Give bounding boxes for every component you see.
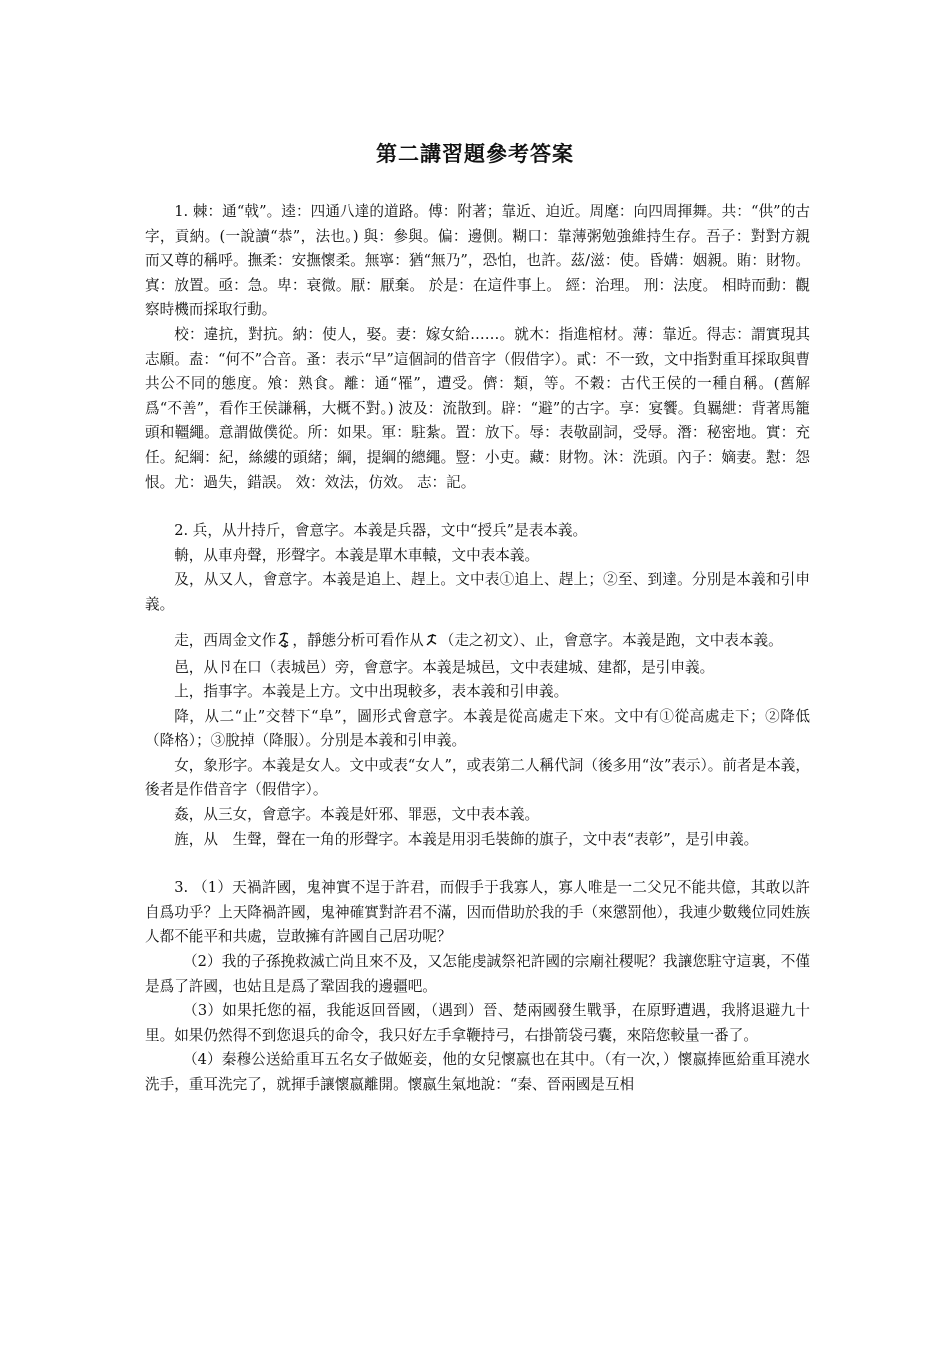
answer-1-paragraph-1: 1. 棘：通“戟”。逵：四通八達的道路。傅：附著；靠近、迫近。周麾：向四周揮舞。共：“供”的古字，貢納。(一說讀“恭”，法也。) 與：參與。偏：邊側。糊口：靠薄粥勉強維持生存。吾子：對對方親而又尊的稱呼。撫柔：安撫懷柔。無寧：猶“無乃”，恐怕，也許。茲/滋：使。昏媾：姻親。賄：財物。寘：放置。亟：急。卑：衰微。厭：厭棄。 於是：在這件事上。 經：治理。 刑：法度。 相時而動：觀察時機而採取行動。 (145, 203, 810, 319)
bronze-zou-glyph-icon (276, 629, 292, 649)
zou-text-c: （走之初文）、止，會意字。本義是跑，文中表本義。 (439, 631, 783, 649)
answer-2-jiang: 降，从二“止”交替下“阜”，圖形式會意字。本義是從高處走下來。文中有①從高處走下；②降低（降格）；③脫掉（降服）。分別是本義和引申義。 (145, 707, 810, 750)
answer-2-zhou: 輈，从車舟聲，形聲字。本義是單木車轅，文中表本義。 (174, 546, 540, 564)
document-body (145, 200, 810, 1098)
section-gap (145, 852, 810, 876)
zou-text-a: 走，西周金文作 (174, 631, 277, 649)
answer-1-paragraph-2: 校：違抗，對抗。納：使人，娶。妻：嫁女給……。就木：指進棺材。薄：靠近。得志：謂實現其志願。盍：“何不”合音。蚤：表示“早”這個詞的借音字（假借字）。貳：不一致，文中指對重耳採取與曹共公不同的態度。飧：熟食。離：通“罹”，遭受。儕：類，等。不穀：古代王侯的一種自稱。(舊解爲“不善”，看作王侯謙稱，大概不對。) 波及：流散到。辟：“避”的古字。享：宴饗。負羈紲：背著馬籠頭和韁繩。意謂做僕從。所：如果。軍：駐紮。置：放下。辱：表敬副詞，受辱。潛：秘密地。實：充任。紀綱：紀，絲縷的頭緒；綱，提綱的總繩。豎：小吏。藏：財物。沐：洗頭。內子：嫡妻。懟：怨恨。尤：過失，錯誤。 效：效法，仿效。 志：記。 (145, 325, 810, 491)
answer-2-nv: 女，象形字。本義是女人。文中或表“女人”，或表第二人稱代詞（後多用“汝”表示）。前者是本義，後者是作借音字（假借字）。 (145, 756, 810, 799)
answer-2-shang: 上，指事字。本義是上方。文中出現較多，表本義和引申義。 (174, 683, 569, 701)
answer-3-part-1: 3. （1）天禍許國，鬼神實不逞于許君，而假手于我寡人，寡人唯是一二父兄不能共億，其敢以許自爲功乎？上天降禍許國，鬼神確實對許君不滿，因而借助於我的手（來懲罰他），我連少數幾位同姓族人都不能平和共處，豈敢擁有許國自己居功呢？ (145, 879, 810, 946)
section-gap (145, 495, 810, 519)
answer-3-part-2: （2）我的子孫挽救滅亡尚且來不及，又怎能虔誠祭祀許國的宗廟社稷呢？我讓您駐守這裏，不僅是爲了許國，也姑且是爲了鞏固我的邊疆吧。 (145, 953, 810, 995)
answer-2-bing: 2. 兵，从廾持斤，會意字。本義是兵器，文中“授兵”是表本義。 (174, 522, 588, 540)
answer-3-part-4: （4）秦穆公送給重耳五名女子做姬妾，他的女兒懷嬴也在其中。（有一次，）懷嬴捧匜給重耳澆水洗手，重耳洗完了，就揮手讓懷嬴離開。懷嬴生氣地說：“秦、晉兩國是互相 (145, 1051, 810, 1093)
page-title: 第二講習題參考答案 (376, 142, 574, 166)
ancient-zou-glyph-icon (424, 629, 440, 649)
zou-text-b: ，靜態分析可看作从 (292, 631, 424, 649)
answer-2-zou (145, 626, 810, 656)
answer-2-jing: 旌，从 生聲，聲在一角的形聲字。本義是用羽毛裝飾的旗子，文中表“表彰”，是引申義。 (174, 830, 759, 848)
answer-2-yi: 邑，从卪在口（表城邑）旁，會意字。本義是城邑，文中表建城、建都，是引申義。 (174, 658, 715, 676)
answer-3-part-3: （3）如果托您的福，我能返回晉國，（遇到）晉、楚兩國發生戰爭，在原野遭遇，我將退避九十里。如果仍然得不到您退兵的命令，我只好左手拿鞭持弓，右掛箭袋弓囊，來陪您較量一番了。 (145, 1002, 810, 1044)
answer-2-ji: 及，从又人，會意字。本義是追上、趕上。文中表①追上、趕上；②至、到達。分別是本義和引申義。 (145, 571, 810, 613)
answer-2-jian: 姦，从三女，會意字。本義是奸邪、罪惡，文中表本義。 (174, 806, 540, 824)
